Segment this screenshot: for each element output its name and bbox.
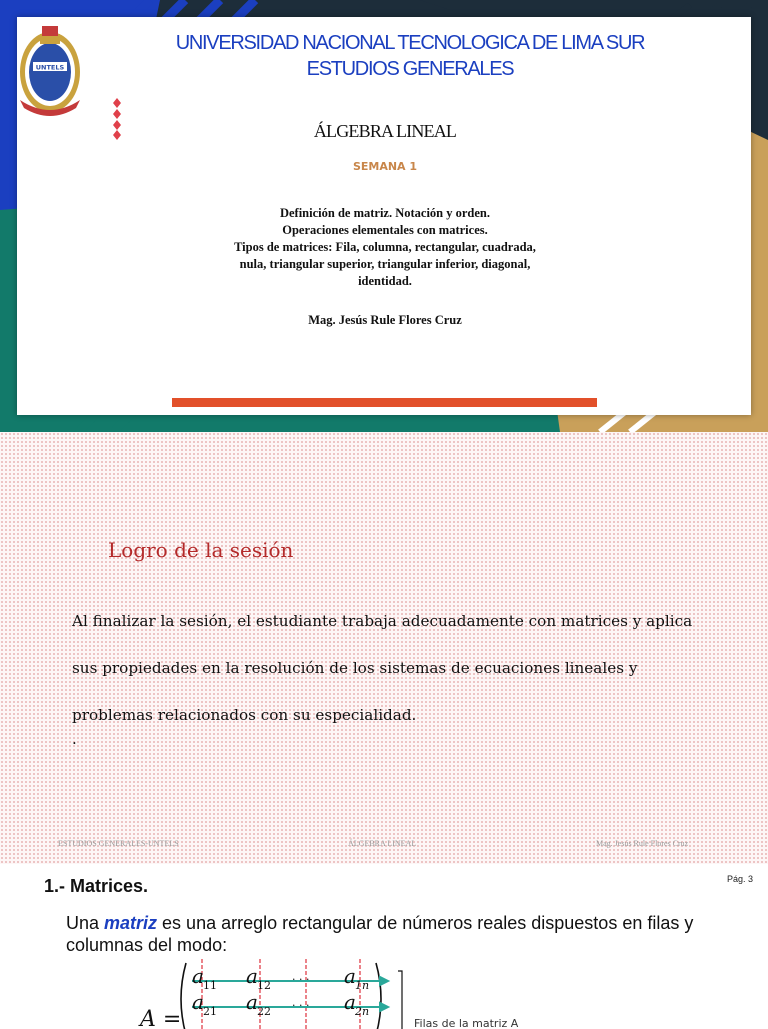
matrix-index: 22 [257,1005,271,1018]
author-name: Mag. Jesús Rule Flores Cruz [308,313,462,327]
matrix-equation [140,959,519,1029]
week-label: SEMANA 1 [352,160,418,173]
matrix-index: 11 [203,979,217,992]
matrix-label: A = [140,1007,182,1029]
definition-rest: es una arreglo rectangular de números reales dispuestos en filas y columnas del modo: [66,913,694,955]
definition-start: Una [66,913,105,933]
matrix-entry: a [344,964,356,988]
objective-slide [0,432,768,864]
definition-text [66,912,706,956]
matrix-entry: a [344,990,356,1014]
svg-text:UNTELS: UNTELS [35,63,65,72]
cover-slide [0,0,768,432]
slide-title: Logro de la sesión [108,538,294,562]
matrix-index: 2n [355,1005,370,1018]
footer-right: Mag. Jesús Rule Flores Cruz [596,839,689,848]
matrix-entry: a [192,964,204,988]
faculty-name: ESTUDIOS GENERALES [306,58,514,80]
matrix-index: 21 [203,1005,217,1018]
footer-left: ESTUDIOS GENERALES-UNTELS [58,839,179,848]
matrix-dots: · · · [292,973,310,986]
university-title [130,30,690,82]
objective-line: Al finalizar la sesión, el estudiante trabaja adecuadamente con matrices y aplica [72,612,693,630]
topic-line: Tipos de matrices: Fila, columna, rectangular, cuadrada, [234,240,536,254]
topic-line: identidad. [358,274,412,288]
matrix-side-note: Filas de la matriz A [414,1017,519,1029]
matrix-index: 1n [355,979,370,992]
topic-line: nula, triangular superior, triangular inferior, diagonal, [239,257,531,271]
section-title: 1.- Matrices. [44,876,149,896]
objective-line: sus propiedades en la resolución de los sistemas de ecuaciones lineales y [72,659,638,677]
university-name: UNIVERSIDAD NACIONAL TECNOLOGICA DE LIMA SUR [175,32,645,54]
matrix-entry: a [246,990,258,1014]
matrix-entry: a [192,990,204,1014]
matrix-dots: · · · [292,999,310,1012]
objective-line: problemas relacionados con su especialidad. [72,706,417,724]
trailing-dot: . [72,730,77,748]
topic-line: Operaciones elementales con matrices. [282,223,488,237]
accent-bar [172,398,597,407]
footer-center: ÁLGEBRA LINEAL [348,839,417,848]
topics-list [200,205,570,290]
definition-keyword: matriz [104,913,158,933]
matrices-slide [0,864,768,1029]
page-number: Pág. 3 [727,874,754,884]
matrix-index: 12 [257,979,271,992]
decorative-diamonds [112,98,122,140]
course-title: ÁLGEBRA LINEAL [313,121,457,141]
topic-line: Definición de matriz. Notación y orden. [279,206,491,220]
university-seal-icon [14,20,86,120]
objective-text [72,598,742,739]
matrix-entry: a [246,964,258,988]
